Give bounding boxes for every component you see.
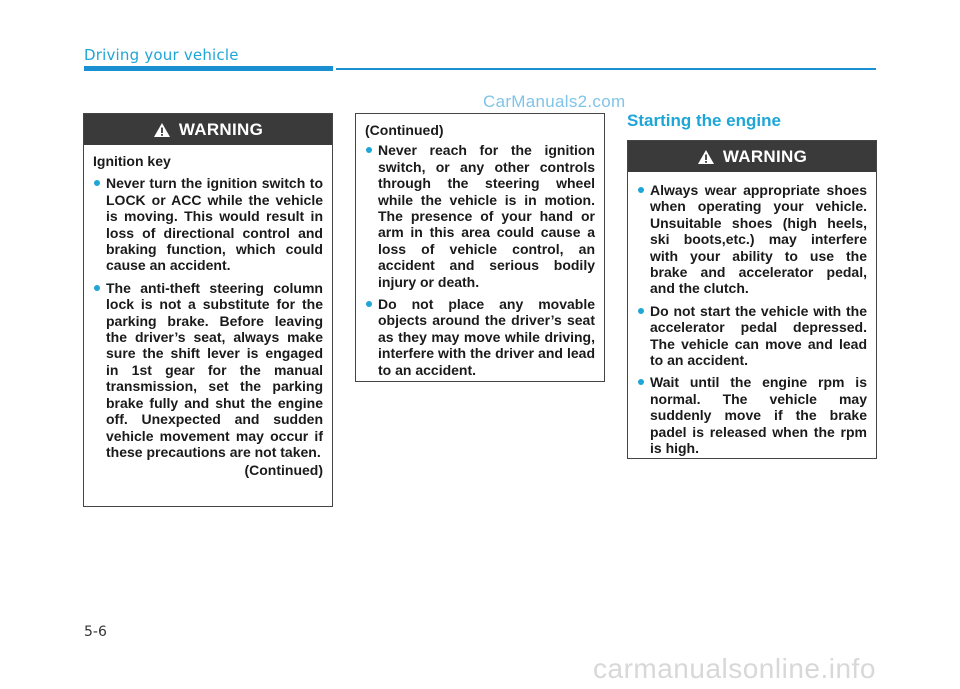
section-title: Driving your vehicle bbox=[84, 46, 239, 64]
header-rule-thin bbox=[336, 68, 876, 70]
subheading-starting-engine: Starting the engine bbox=[627, 111, 781, 130]
warning-bullet: Do not place any movable objects around the driver’s seat as they may move while driving, interfere with the driver and lead to an accident. bbox=[365, 296, 595, 378]
warning-header bbox=[84, 114, 332, 145]
warning-body bbox=[84, 145, 332, 487]
page-number: 5-6 bbox=[84, 624, 107, 640]
warning-bullet: Never reach for the ignition switch, or any other controls through the steering wheel while the vehicle is in motion. The presence of your hand or arm in this area could cause a loss of vehicle control, an accident and serious bodily injury or death. bbox=[365, 142, 595, 290]
watermark-link[interactable]: CarManuals2.com bbox=[483, 92, 626, 111]
warning-triangle-icon bbox=[153, 122, 171, 138]
warning-title: WARNING bbox=[178, 119, 264, 139]
warning-box-middle bbox=[355, 113, 605, 382]
footer-watermark: carmanualsonline.info bbox=[593, 653, 876, 684]
warning-body bbox=[356, 114, 604, 392]
warning-bullet: Always wear appropriate shoes when operating your vehicle. Unsuitable shoes (high heels, ski boots,etc.) may interfere with your ability to use the brake and accelerator pedal, and the clutch. bbox=[637, 182, 867, 297]
warning-bullet: Do not start the vehicle with the accelerator pedal depressed. The vehicle can move and lead to an accident. bbox=[637, 303, 867, 369]
warning-triangle-icon bbox=[697, 149, 715, 165]
warning-header bbox=[628, 141, 876, 172]
warning-box-right bbox=[627, 140, 877, 459]
continued-label: (Continued) bbox=[365, 122, 444, 138]
warning-bullet: Wait until the engine rpm is normal. The vehicle may suddenly move if the brake padel is released when the rpm is high. bbox=[637, 374, 867, 456]
warning-body bbox=[628, 172, 876, 471]
header-rule-thick bbox=[84, 66, 333, 71]
warning-bullet: Never turn the ignition switch to LOCK or ACC while the vehicle is moving. This would result in loss of directional control and braking function, which could cause an accident. bbox=[93, 175, 323, 273]
warning-intro: Ignition key bbox=[93, 153, 171, 169]
warning-bullet: The anti-theft steering column lock is not a substitute for the parking brake. Before leaving the driver’s seat, always make sure the shift lever is engaged in 1st gear for the manual transmission, set the parking brake fully and shut the engine off. Unexpected and sudden vehicle movement may occur if these precautions are not taken. bbox=[93, 280, 323, 460]
warning-title: WARNING bbox=[722, 146, 808, 166]
continued-label: (Continued) bbox=[244, 462, 323, 479]
warning-box-left bbox=[83, 113, 333, 507]
